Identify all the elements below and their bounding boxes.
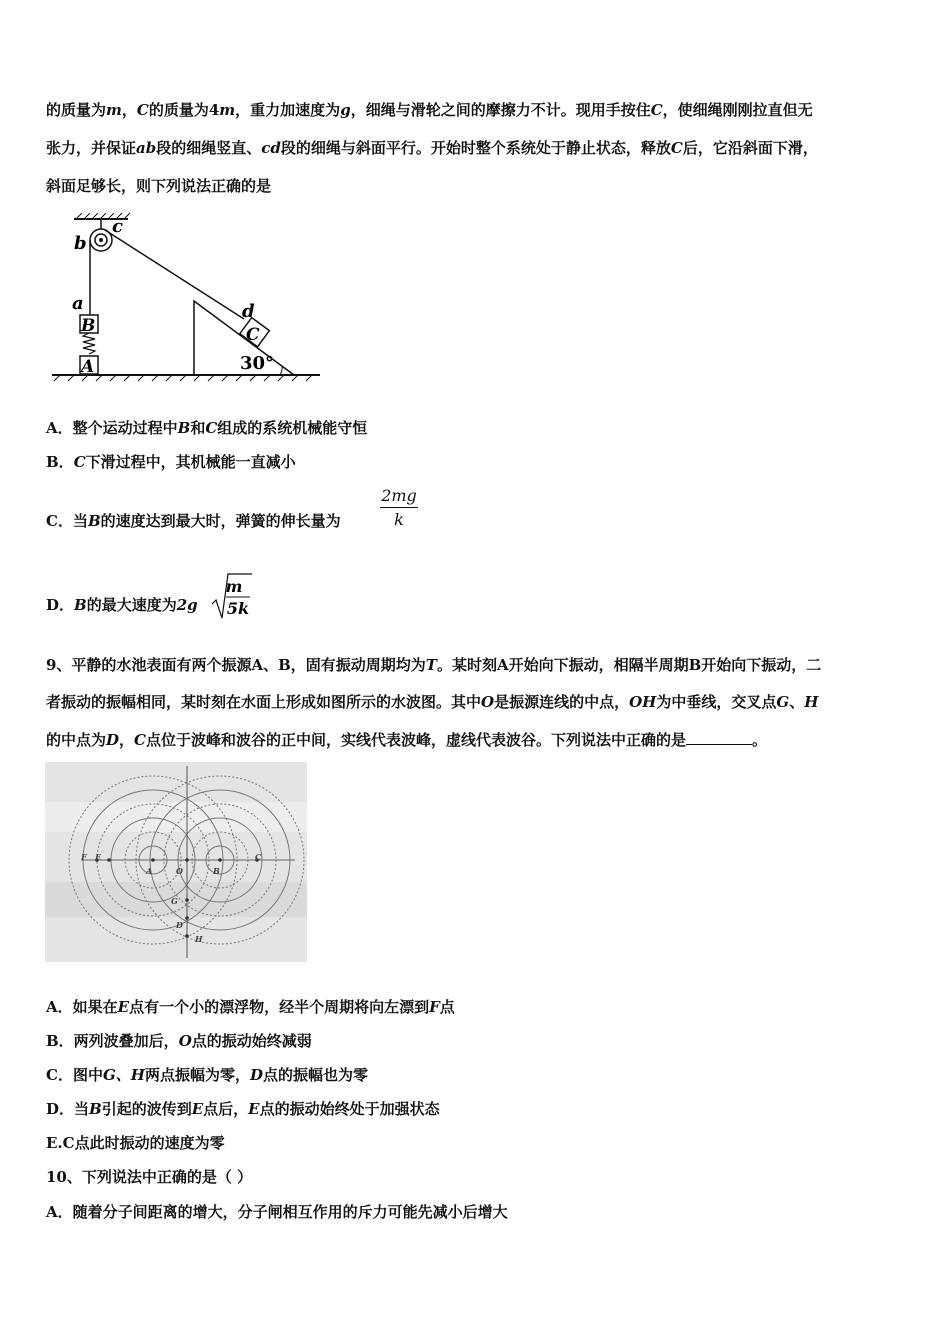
svg-text:m: m <box>225 577 243 596</box>
q8-stem-line-1: 的质量为m，C的质量为4m，重力加速度为g，细绳与滑轮之间的摩擦力不计。现用手按住C，使细绳刚刚拉直但无 <box>46 101 813 119</box>
q9-option-e: E.C点此时振动的速度为零 <box>46 1134 225 1152</box>
q10-option-a: A．随着分子间距离的增大，分子闸相互作用的斥力可能先减小后增大 <box>46 1203 508 1221</box>
q9-option-b: B．两列波叠加后，O点的振动始终减弱 <box>46 1032 312 1050</box>
label-a: a <box>72 293 84 314</box>
q10-stem: 10、下列说法中正确的是（ ） <box>46 1168 253 1186</box>
q9-stem-line-1: 9、平静的水池表面有两个振源A、B，固有振动周期均为T。某时刻A开始向下振动，相隔半周期B开始向下振动，二 <box>46 656 822 674</box>
q9-stem-line-3: 的中点为D，C点位于波峰和波谷的正中间，实线代表波峰，虚线代表波谷。下列说法中正确的是 。 <box>46 731 768 749</box>
wave-label-O: O <box>176 866 183 876</box>
q8-stem-line-3: 斜面足够长，则下列说法正确的是 <box>46 177 272 195</box>
label-c: c <box>112 216 123 237</box>
wave-label-F: F <box>81 852 87 862</box>
q8-option-b: B．C下滑过程中，其机械能一直减小 <box>46 453 296 471</box>
q9-option-a: A．如果在E点有一个小的漂浮物，经半个周期将向左漂到F点 <box>46 998 455 1016</box>
label-A: A <box>81 357 95 377</box>
label-C: C <box>246 325 260 345</box>
q9-option-d: D．当B引起的波传到E点后，E点的振动始终处于加强状态 <box>46 1100 440 1118</box>
angle-label: 30° <box>240 353 275 374</box>
wave-label-E: E <box>95 852 102 862</box>
q9-option-c: C．图中G、H两点振幅为零，D点的振幅也为零 <box>46 1066 368 1084</box>
svg-text:5k: 5k <box>226 599 250 618</box>
q8-stem-line-2: 张力，并保证ab段的细绳竖直、cd段的细绳与斜面平行。开始时整个系统处于静止状态，释放C后，它沿斜面下滑， <box>46 139 818 157</box>
answer-blank <box>686 730 752 745</box>
wave-label-H: H <box>195 934 203 944</box>
q8-option-c: C．当B的速度达到最大时，弹簧的伸长量为 <box>46 512 341 530</box>
q8-option-d: D．B的最大速度为2g <box>46 596 198 614</box>
q8-option-d-sqrt <box>210 570 254 622</box>
wave-label-A: A <box>146 866 153 876</box>
wave-label-B: B <box>213 866 220 876</box>
wave-label-D: D <box>176 920 183 930</box>
wave-label-G: G <box>171 896 178 906</box>
q9-stem-line-2: 者振动的振幅相同，某时刻在水面上形成如图所示的水波图。其中O是振源连线的中点，OH为中垂线，交叉点G、H <box>46 693 819 711</box>
label-b: b <box>74 233 87 254</box>
label-d: d <box>242 301 255 322</box>
q8-option-a: A．整个运动过程中B和C组成的系统机械能守恒 <box>46 419 368 437</box>
q9-wave-interference-figure <box>45 762 307 962</box>
q8-option-c-fraction: 2mg k <box>381 486 417 529</box>
label-B: B <box>81 316 96 336</box>
q8-pulley-incline-figure <box>46 205 326 385</box>
wave-label-C: C <box>255 852 262 862</box>
